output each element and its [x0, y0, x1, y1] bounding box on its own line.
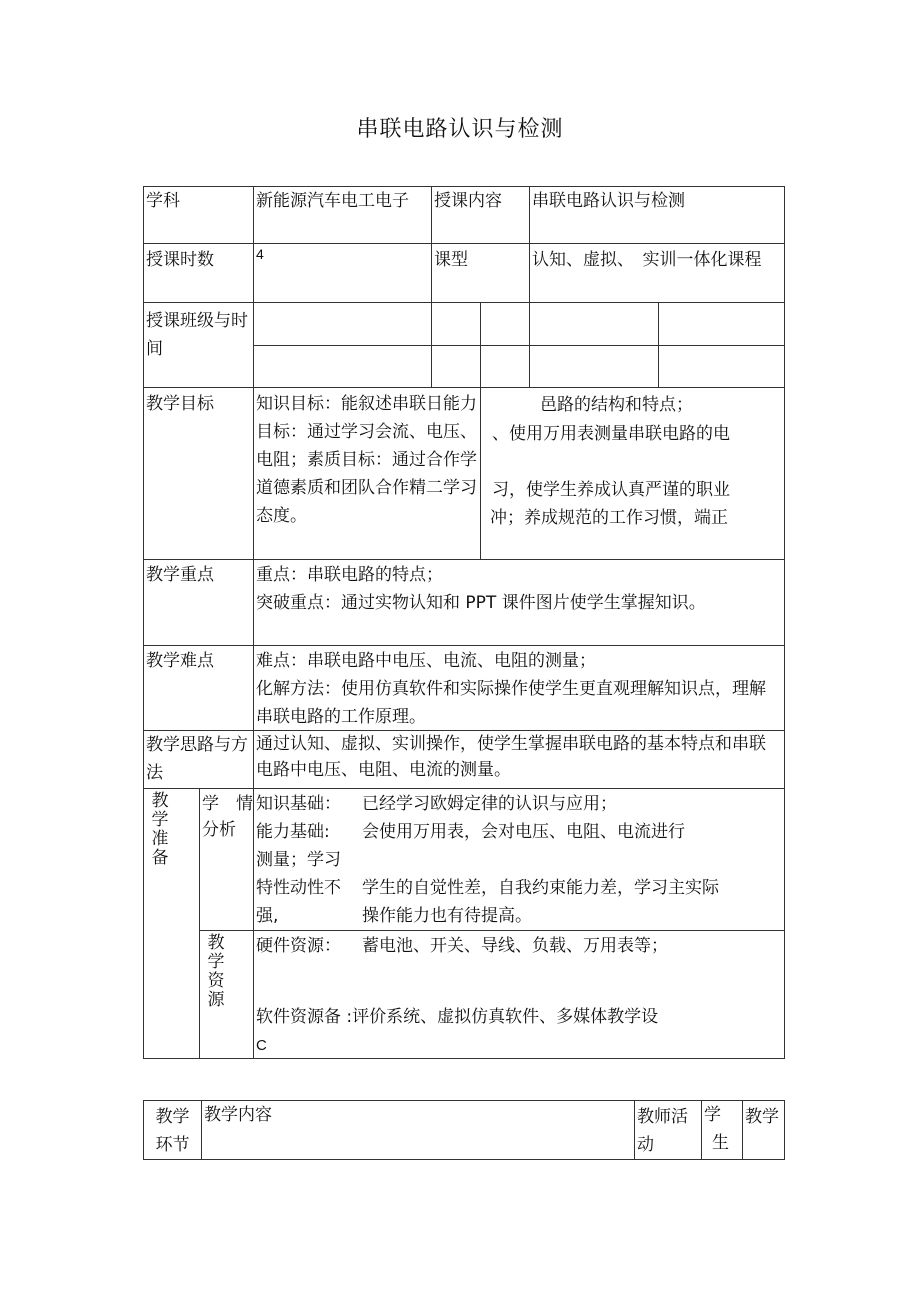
- class-cell-1b: [431, 302, 481, 346]
- content-label: 授课内容: [434, 191, 502, 211]
- process-col-teacher: [634, 1100, 702, 1160]
- class-cell-1d: [529, 302, 659, 346]
- class-cell-2b: [431, 345, 481, 388]
- analysis-label-cell: [199, 788, 254, 931]
- trait-text-line-2: 操作能力也有待提高。: [362, 906, 532, 926]
- trait-text-line-1: 学生的自觉性差，自我约束能力差，学习主实际: [362, 878, 719, 898]
- document-title: 串联电路认识与检测: [356, 117, 564, 142]
- content-label-cell: [431, 186, 530, 244]
- hours-label-cell: [143, 243, 254, 303]
- preparation-label-char-3: 准: [151, 829, 169, 849]
- knowledge-label: 知识基础：: [256, 794, 341, 814]
- process-col-student: [701, 1100, 743, 1160]
- class-label-cell: [143, 302, 254, 388]
- software-text: 软件资源备 :评价系统、虚拟仿真软件、多媒体教学设: [256, 1007, 659, 1027]
- class-cell-2d: [529, 345, 659, 388]
- objectives-right-line-1: 邑路的结构和特点；: [540, 395, 693, 415]
- process-col-content-label: 教学内容: [204, 1105, 272, 1125]
- knowledge-text: 已经学习欧姆定律的认识与应用；: [362, 794, 617, 814]
- preparation-label-char-4: 备: [151, 848, 169, 868]
- analysis-label-line-2: 分析: [202, 820, 236, 840]
- preparation-label-char-2: 学: [151, 810, 169, 830]
- process-col-student-line-1: 学: [704, 1105, 721, 1125]
- subject-label: 学科: [146, 191, 180, 211]
- process-col-method: [742, 1100, 785, 1160]
- objectives-right-line-2: 、使用万用表测量串联电路的电: [492, 424, 730, 444]
- keypoints-label-cell: [143, 559, 254, 646]
- content-value: 串联电路认识与检测: [532, 191, 685, 211]
- type-value: 认知、虚拟、 实训一体化课程: [532, 250, 762, 270]
- objectives-left-text: 知识目标：能叙述串联日能力目标：通过学习会流、电压、电阻；素质目标：通过合作学道德素质和团队合作精二学习态度。: [256, 394, 477, 526]
- objectives-label: 教学目标: [146, 394, 214, 414]
- approach-text: 通过认知、虚拟、实训操作，使学生掌握串联电路的基本特点和串联电路中电压、电阻、电流的测量。: [256, 734, 766, 780]
- hours-label: 授课时数: [146, 250, 214, 270]
- class-label: 授课班级与时间: [146, 311, 248, 359]
- hours-value-cell: [253, 243, 432, 303]
- process-col-teacher-line-1: 教师活: [637, 1107, 688, 1127]
- resources-label-char-4: 源: [207, 990, 225, 1010]
- trait-label-line-2: 强,: [256, 906, 279, 926]
- process-col-stage-line-1: 教学: [155, 1107, 190, 1127]
- type-label: 课型: [434, 250, 468, 270]
- process-col-teacher-line-2: 动: [637, 1135, 654, 1155]
- hours-value: 4: [256, 246, 264, 262]
- ability-text: 会使用万用表，会对电压、电阻、电流进行: [362, 822, 685, 842]
- analysis-label-line-1: 学 情: [202, 794, 253, 814]
- preparation-label-char-1: 教: [151, 791, 169, 811]
- hardware-label: 硬件资源：: [256, 936, 341, 956]
- ability-continued: 测量；学习: [256, 850, 341, 870]
- approach-content-cell: [253, 730, 785, 789]
- hardware-text: 蓄电池、开关、导线、负载、万用表等；: [362, 936, 668, 956]
- objectives-right-line-5: 冲；养成规范的工作习惯，端正: [490, 508, 728, 528]
- keypoints-content-cell: [253, 559, 785, 646]
- process-col-method-label: 教学: [745, 1107, 779, 1127]
- trait-label-line-1: 特性动性不: [256, 878, 341, 898]
- ability-label: 能力基础:: [256, 822, 330, 842]
- process-col-stage: [143, 1100, 202, 1160]
- keypoints-label: 教学重点: [146, 565, 214, 585]
- keypoints-line-2: 突破重点：通过实物认知和 PPT 课件图片使学生掌握知识。: [256, 593, 706, 613]
- type-label-cell: [431, 243, 530, 303]
- objectives-left-cell: [253, 387, 481, 560]
- process-col-content: [201, 1100, 635, 1160]
- subject-value: 新能源汽车电工电子: [256, 191, 409, 211]
- difficulties-content-cell: [253, 645, 785, 731]
- approach-label-cell: [143, 730, 254, 789]
- process-col-student-line-2: 生: [712, 1133, 729, 1153]
- difficulties-line-1: 难点：串联电路中电压、电流、电阻的测量；: [256, 651, 596, 671]
- objectives-right-line-4: 习，使学生养成认真严谨的职业: [492, 480, 730, 500]
- resources-label-char-2: 学: [207, 952, 225, 972]
- software-continued: C: [256, 1037, 267, 1054]
- subject-value-cell: [253, 186, 432, 244]
- content-value-cell: [529, 186, 785, 244]
- approach-label: 教学思路与方法: [146, 735, 248, 783]
- class-cell-1c: [480, 302, 530, 346]
- process-col-stage-line-2: 环节: [155, 1135, 190, 1155]
- type-value-cell: [529, 243, 785, 303]
- subject-label-cell: [143, 186, 254, 244]
- resources-label-char-1: 教: [207, 933, 225, 953]
- class-cell-2a: [253, 345, 432, 388]
- objectives-label-cell: [143, 387, 254, 560]
- class-cell-2c: [480, 345, 530, 388]
- difficulties-label: 教学难点: [146, 651, 214, 671]
- class-cell-2e: [658, 345, 785, 388]
- resources-label-char-3: 资: [207, 971, 225, 991]
- class-cell-1a: [253, 302, 432, 346]
- class-cell-1e: [658, 302, 785, 346]
- difficulties-line-2: 化解方法：使用仿真软件和实际操作使学生更直观理解知识点，理解串联电路的工作原理。: [256, 679, 766, 727]
- difficulties-label-cell: [143, 645, 254, 731]
- keypoints-line-1: 重点：串联电路的特点；: [256, 565, 443, 585]
